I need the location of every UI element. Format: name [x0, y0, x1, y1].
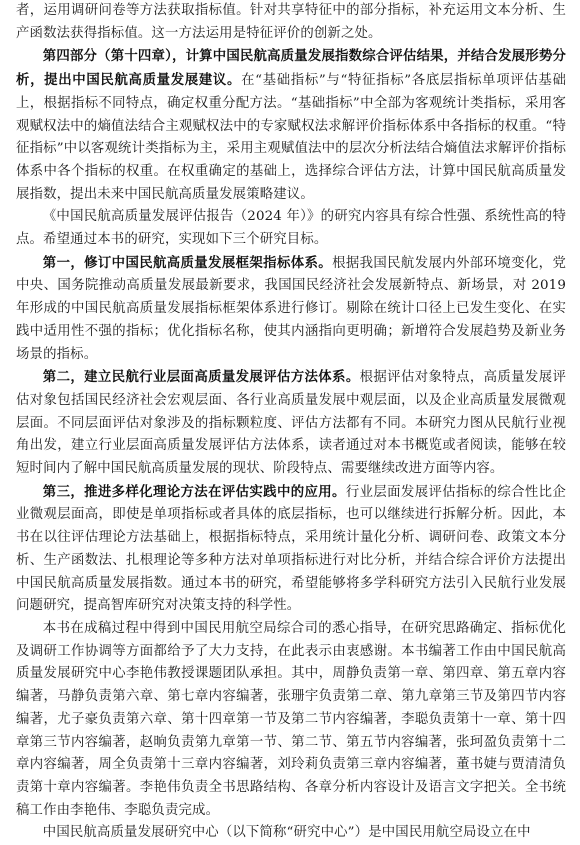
paragraph-text: 《中国民航高质量发展评估报告（2024 年）》的研究内容具有综合性强、系统性高的特点。希望通过本书的研究，实现如下三个研究目标。 — [16, 209, 566, 248]
paragraph-lead: 第一，修订中国民航高质量发展框架指标体系。 — [42, 254, 333, 271]
paragraph-text: 行业层面发展评估指标的综合性比企业微观层面高，即使是单项指标或者具体的底层指标，也可以继续进行拆解分析。因此，本书在以往评估理论方法基础上，根据指标特点，采用统计量化分析、调研问卷、政策文本分析、生产函数法、扎根理论等多种方法对单项指标进行对比分析，并结合综合评价方法提出中国民航高质量发展指数。通过本书的研究，希望能够将多学科研究方法引入民航行业发展问题研究，提高智库研究对决策支持的科学性。 — [16, 484, 566, 614]
paragraph-lead: 第四部分（第十四章），计算中国民航高质量发展指数综合评估结果，并结合发展形势分析，提出中国民航高质量发展建议。 — [16, 48, 566, 89]
paragraph-lead: 第二，建立民航行业层面高质量发展评估方法体系。 — [42, 369, 360, 386]
paragraph-report-overview — [16, 206, 566, 251]
paragraph-text: 根据评估对象特点，高质量发展评估对象包括国民经济社会宏观层面、各行业高质量发展中观层面，以及企业高质量发展微观层面。不同层面评估对象涉及的指标颗粒度、评估方法都有不同。本研究力图从民航行业视角出发，建立行业层面高质量发展评估方法体系，读者通过对本书概览或者阅读，能够在较短时间内了解中国民航高质量发展的现状、阶段特点、需要继续改进方面等内容。 — [16, 370, 567, 477]
paragraph-research-center — [16, 822, 566, 845]
paragraph-text: 本书在成稿过程中得到中国民用航空局综合司的悉心指导，在研究思路确定、指标优化及调研工作协调等方面都给予了大力支持，在此表示由衷感谢。本书编著工作由中国民航高质量发展研究中心李艳伟教授课题团队承担。其中，周静负责第一章、第四章、第五章内容编著，马静负责第六章、第七章内容编著，张珊宇负责第二章、第九章第三节及第四节内容编著，尤子豪负责第六章、第十四章第一节及第二节内容编著，李聪负责第十一章、第十四章第三节内容编著，赵晌负责第九章第一节、第二节、第五节内容编著，张珂盈负责第十二章内容编著，周全负责第十三章内容编著，刘玲莉负责第三章内容编著，董书婕与贾清清负责第十章内容编著。李艳伟负责全书思路结构、各章分析内容设计及语言文字把关。全书统稿工作由李艳伟、李聪负责完成。 — [16, 620, 566, 818]
paragraph-part-four — [16, 45, 566, 206]
paragraph-text: 者，运用调研问卷等方法获取指标值。针对共享特征中的部分指标，补充运用文本分析、生产函数法获得指标值。这一方法运用是特征评价的创新之处。 — [16, 3, 566, 41]
paragraph-text: 根据我国民航发展内外部环境变化，党中央、国务院推动高质量发展最新要求，我国国民经济社会发展新特点、新场景，对 2019 年形成的中国民航高质量发展指标框架体系进行修订。剔除在统计口径上已发生变化、在实践中适用性不强的指标；优化指标名称，使其内涵指向更明确；新增符合发展趋势及新业务场景的指标。 — [16, 255, 566, 362]
paragraph-intro-continuation — [16, 0, 566, 45]
paragraph-acknowledgements — [16, 618, 566, 822]
paragraph-lead: 第三，推进多样化理论方法在评估实践中的应用。 — [42, 483, 346, 500]
paragraph-text: 在“基础指标”与“特征指标”各底层指标单项评估基础上，根据指标不同特点，确定权重分配方法。“基础指标”中全部为客观统计类指标，采用客观赋权法中的熵值法结合主观赋权法中的专家赋权法求解评价指标体系中各指标的权重。“特征指标”中以客观统计类指标为主，采用主观赋值法中的层次分析法结合熵值法求解评价指标体系中各个指标的权重。在权重确定的基础上，选择综合评估方法，计算中国民航高质量发展指数，提出未来中国民航高质量发展策略建议。 — [16, 73, 566, 202]
paragraph-goal-three — [16, 481, 566, 618]
paragraph-goal-two — [16, 366, 566, 481]
paragraph-text: 中国民航高质量发展研究中心（以下简称“研究中心”）是中国民用航空局设立在中 — [42, 825, 531, 841]
paragraph-goal-one — [16, 252, 566, 367]
